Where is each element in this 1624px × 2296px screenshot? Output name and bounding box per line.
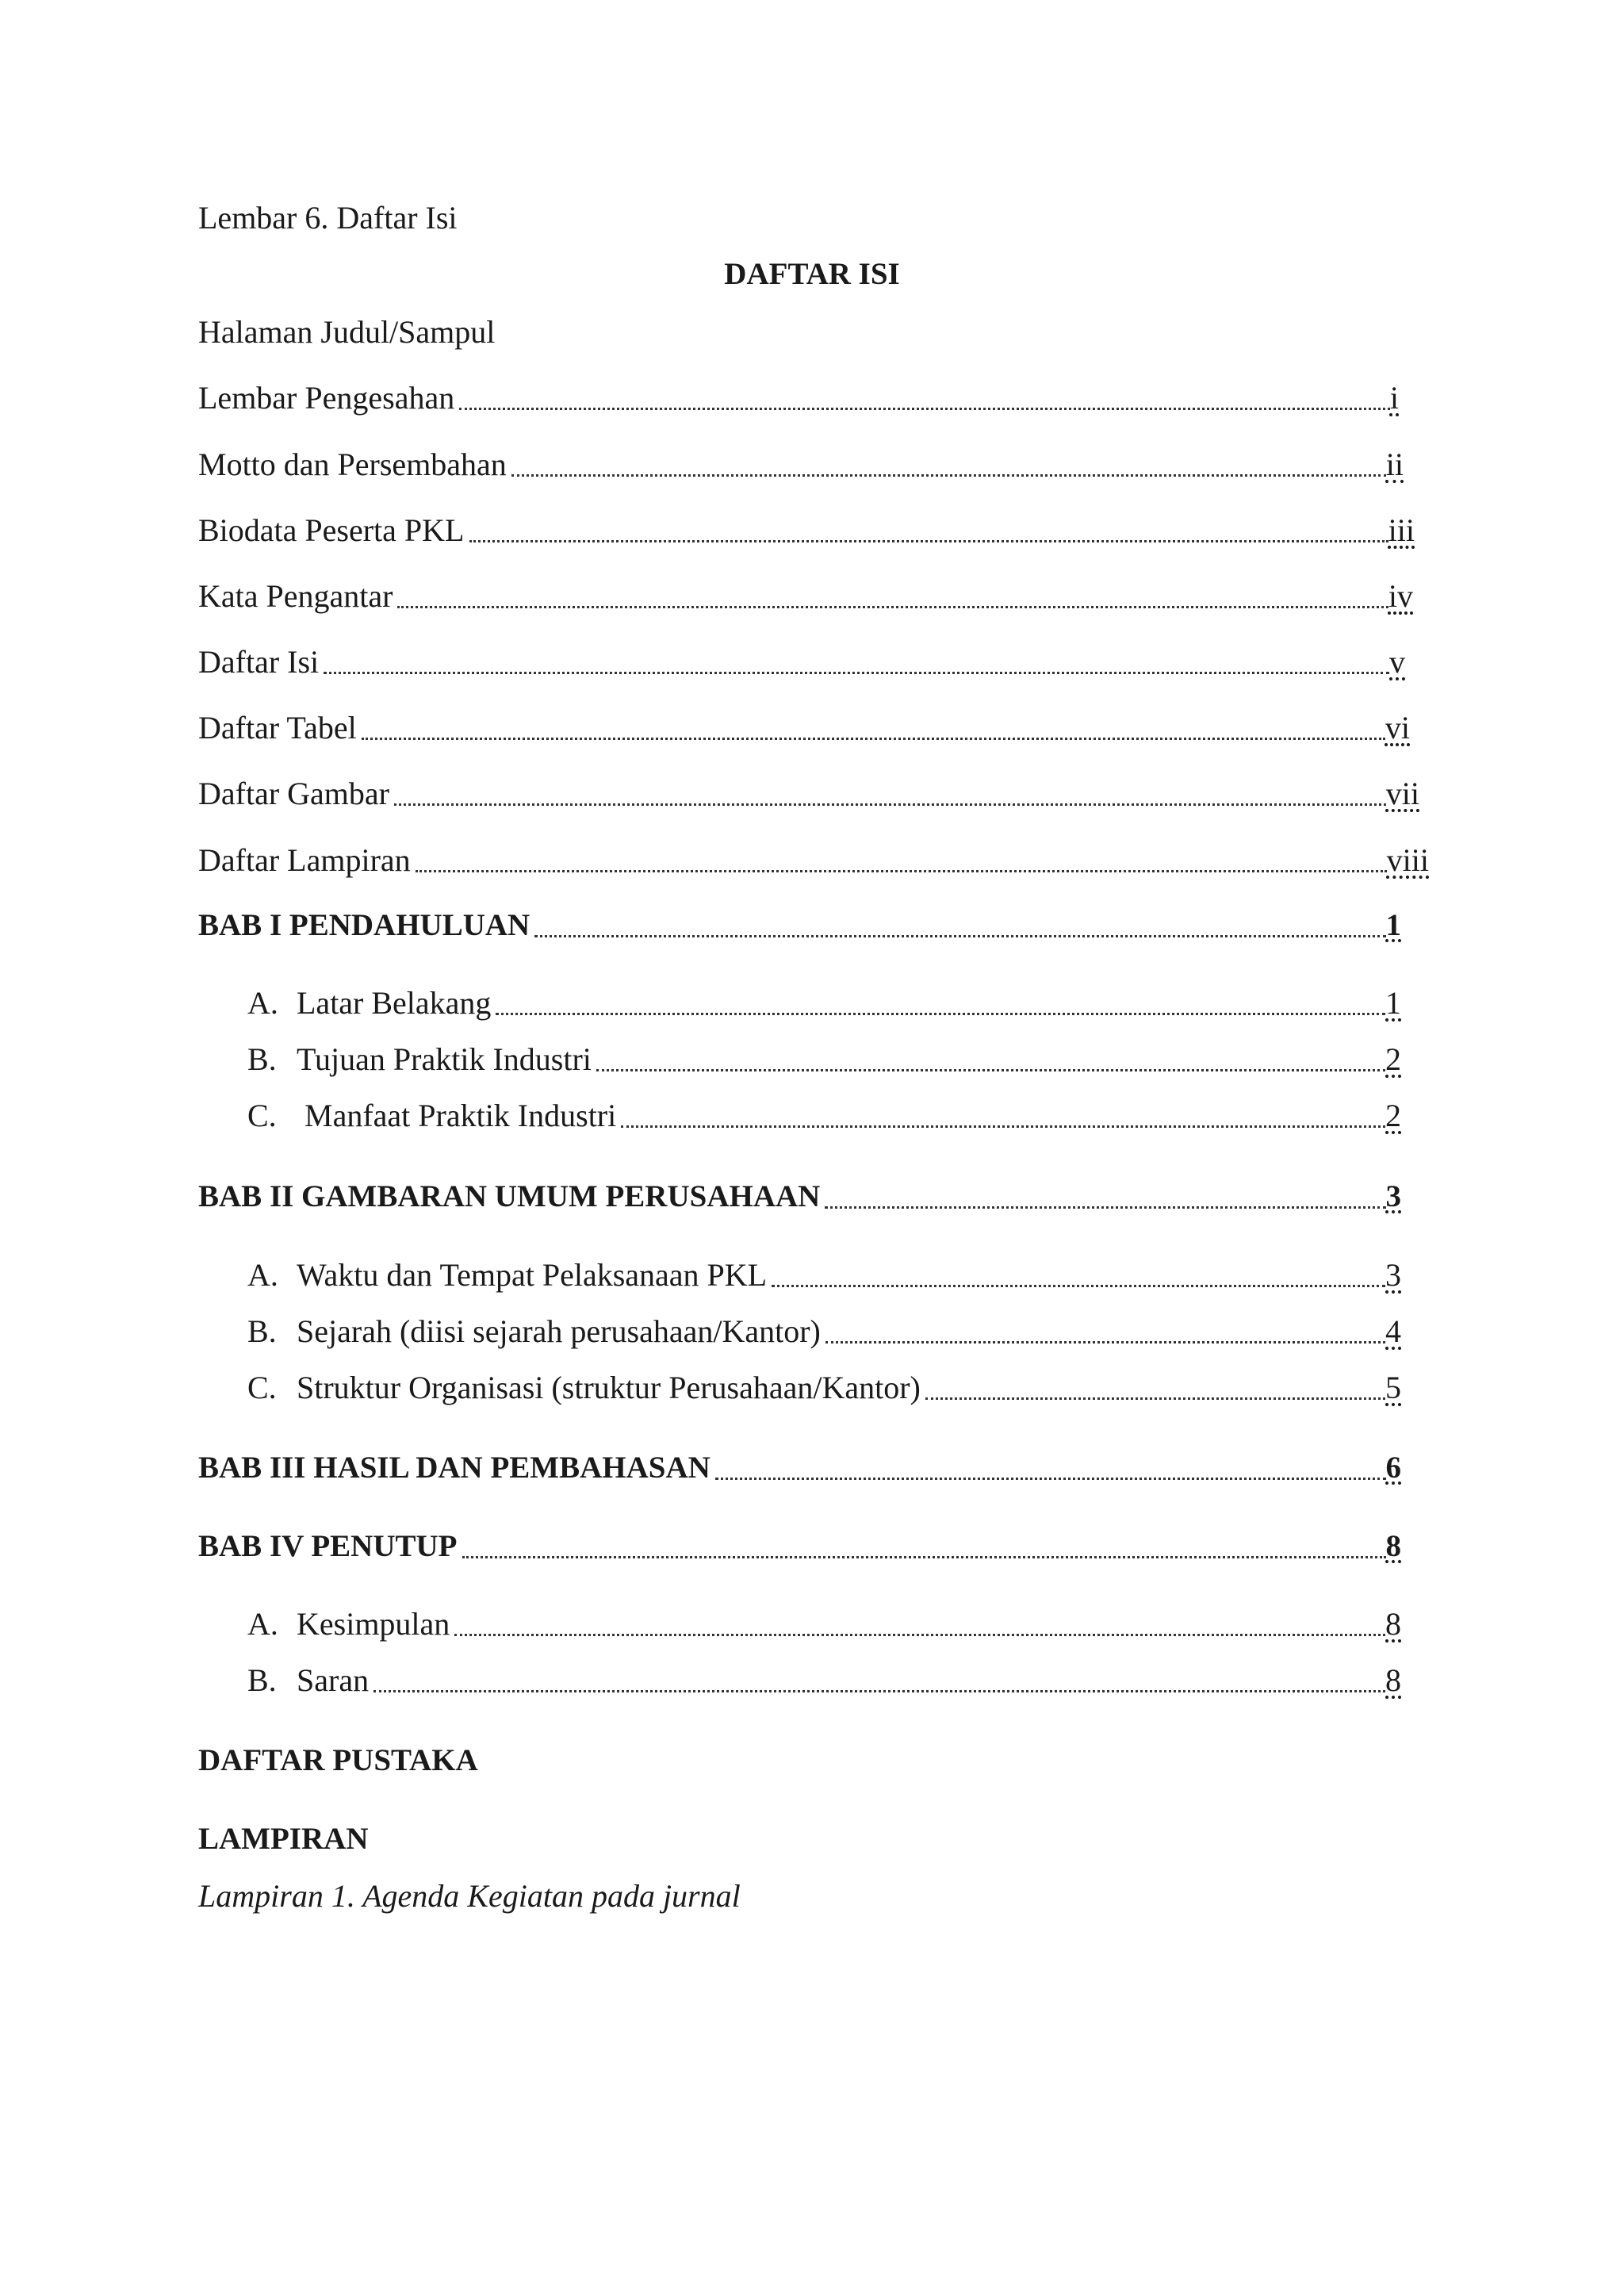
toc-page-number: 5 — [1385, 1370, 1401, 1405]
toc-page-number: v — [1389, 644, 1405, 680]
toc-entry-daftar-tabel[interactable] — [198, 709, 1410, 747]
section-letter: A. — [247, 1257, 278, 1293]
toc-page-number: 8 — [1385, 1662, 1401, 1698]
toc-entry-daftar-gambar[interactable] — [198, 775, 1419, 813]
toc-section-manfaat[interactable] — [247, 1097, 1401, 1135]
toc-page-number: 6 — [1385, 1451, 1401, 1485]
section-letter: A. — [247, 985, 278, 1021]
toc-page-number: 1 — [1385, 908, 1401, 942]
toc-page-number: viii — [1386, 842, 1429, 878]
toc-page-number: iii — [1388, 512, 1415, 548]
dot-leader — [825, 1341, 1385, 1343]
dot-leader — [324, 672, 1389, 674]
section-letter: C. — [247, 1370, 277, 1405]
toc-page-number: 3 — [1385, 1257, 1401, 1293]
toc-entry-daftar-isi[interactable] — [198, 643, 1405, 681]
toc-heading-daftar-pustaka[interactable]: DAFTAR PUSTAKA — [198, 1743, 478, 1777]
dot-leader — [715, 1478, 1386, 1480]
dot-leader — [511, 474, 1386, 477]
section-letter: C. — [247, 1098, 277, 1133]
dot-leader — [534, 935, 1385, 937]
dot-leader — [394, 803, 1386, 806]
toc-section-label: Waktu dan Tempat Pelaksanaan PKL — [297, 1257, 768, 1293]
toc-section-latar-belakang[interactable] — [247, 984, 1401, 1022]
toc-page-number: iv — [1388, 578, 1413, 614]
toc-section-label: Tujuan Praktik Industri — [297, 1041, 592, 1077]
toc-page-number: 2 — [1385, 1041, 1401, 1077]
toc-page-number: 3 — [1385, 1179, 1401, 1213]
toc-entry-kata-pengantar[interactable] — [198, 577, 1413, 615]
toc-section-tujuan[interactable] — [247, 1041, 1401, 1079]
toc-section-saran[interactable] — [247, 1662, 1401, 1700]
toc-page-number: 8 — [1385, 1529, 1401, 1563]
section-letter: A. — [247, 1606, 278, 1642]
toc-section-label: Sejarah (diisi sejarah perusahaan/Kantor) — [297, 1313, 821, 1349]
toc-chapter-label: BAB II GAMBARAN UMUM PERUSAHAAN — [198, 1179, 821, 1213]
toc-page-number: ii — [1385, 447, 1404, 482]
toc-chapter-label: BAB I PENDAHULUAN — [198, 908, 530, 942]
dot-leader — [496, 1013, 1385, 1015]
cover-entry: Halaman Judul/Sampul — [198, 314, 496, 350]
section-letter: B. — [247, 1662, 277, 1698]
dot-leader — [397, 606, 1388, 608]
toc-section-label: Saran — [297, 1662, 370, 1698]
toc-entry-lembar-pengesahan[interactable] — [198, 379, 1399, 417]
toc-chapter-bab-2[interactable] — [198, 1178, 1401, 1216]
toc-chapter-bab-1[interactable] — [198, 907, 1401, 945]
toc-entry-label: Daftar Gambar — [198, 776, 389, 811]
toc-page-number: 1 — [1385, 985, 1401, 1021]
section-letter: B. — [247, 1041, 277, 1077]
dot-leader — [459, 408, 1390, 410]
toc-section-label: Manfaat Praktik Industri — [297, 1098, 617, 1133]
toc-page-number: 8 — [1385, 1606, 1401, 1642]
dot-leader — [925, 1397, 1385, 1400]
toc-chapter-label: BAB IV PENUTUP — [198, 1529, 458, 1563]
toc-section-kesimpulan[interactable] — [247, 1605, 1401, 1643]
dot-leader — [772, 1285, 1385, 1287]
toc-page-number: 2 — [1385, 1098, 1401, 1133]
toc-page-number: vii — [1385, 776, 1419, 811]
toc-entry-label: Biodata Peserta PKL — [198, 512, 465, 548]
toc-entry-label: Daftar Isi — [198, 644, 320, 680]
toc-chapter-bab-3[interactable] — [198, 1449, 1401, 1487]
dot-leader — [469, 540, 1388, 542]
toc-section-struktur[interactable] — [247, 1369, 1401, 1407]
appendix-item[interactable]: Lampiran 1. Agenda Kegiatan pada jurnal — [198, 1878, 741, 1914]
toc-entry-label: Daftar Tabel — [198, 710, 357, 746]
toc-entry-label: Motto dan Persembahan — [198, 447, 507, 482]
toc-page-number: 4 — [1385, 1313, 1401, 1349]
toc-section-waktu-tempat[interactable] — [247, 1256, 1401, 1294]
toc-chapter-bab-4[interactable] — [198, 1527, 1401, 1566]
toc-entry-label: Kata Pengantar — [198, 578, 393, 614]
toc-page-number: vi — [1385, 710, 1410, 746]
toc-entry-biodata[interactable] — [198, 512, 1415, 550]
page-title: DAFTAR ISI — [724, 257, 900, 291]
toc-entry-label: Lembar Pengesahan — [198, 380, 455, 416]
toc-section-label: Latar Belakang — [297, 985, 492, 1021]
dot-leader — [454, 1634, 1385, 1636]
dot-leader — [416, 870, 1387, 872]
toc-chapter-label: BAB III HASIL DAN PEMBAHASAN — [198, 1451, 710, 1485]
toc-section-label: Struktur Organisasi (struktur Perusahaan/Kantor) — [297, 1370, 921, 1405]
sheet-label: Lembar 6. Daftar Isi — [198, 200, 458, 236]
toc-page-number: i — [1389, 380, 1399, 416]
toc-entry-daftar-lampiran[interactable] — [198, 841, 1429, 880]
toc-section-label: Kesimpulan — [297, 1606, 450, 1642]
dot-leader — [825, 1206, 1385, 1209]
toc-section-sejarah[interactable] — [247, 1313, 1401, 1351]
section-letter: B. — [247, 1313, 277, 1349]
toc-heading-lampiran[interactable]: LAMPIRAN — [198, 1822, 369, 1856]
dot-leader — [362, 738, 1385, 740]
dot-leader — [462, 1556, 1386, 1558]
toc-entry-label: Daftar Lampiran — [198, 842, 411, 878]
toc-entry-motto[interactable] — [198, 446, 1404, 484]
dot-leader — [596, 1069, 1385, 1071]
dot-leader — [621, 1125, 1385, 1128]
dot-leader — [373, 1690, 1385, 1692]
